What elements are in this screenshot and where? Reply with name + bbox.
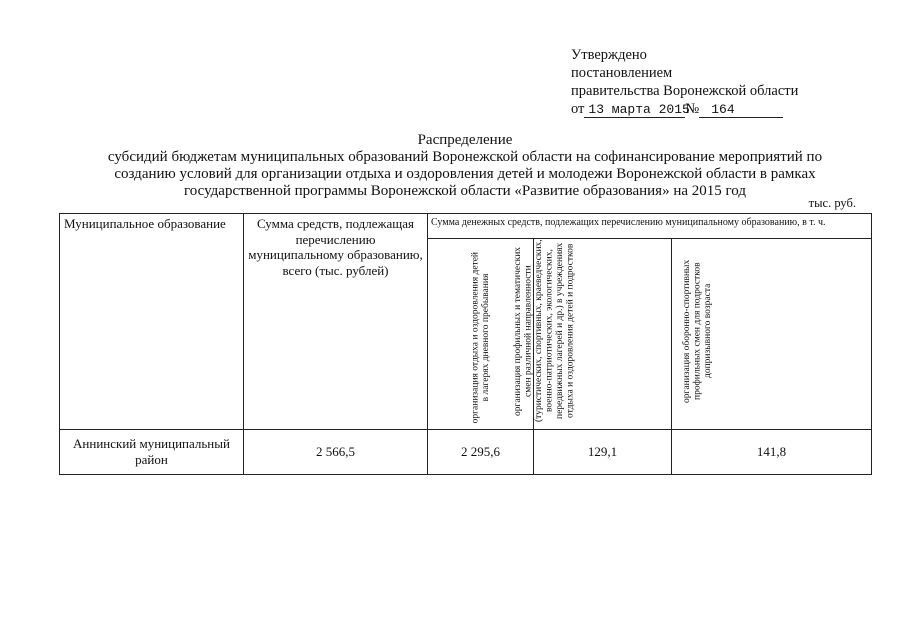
approval-date-value: 13 марта 2015 <box>584 103 685 118</box>
header-municipality: Муниципальное образование <box>60 214 244 430</box>
title-line-1: субсидий бюджетам муниципальных образований Воронежской области на софинансирование мероприятий по <box>107 149 823 165</box>
table-header-row <box>60 214 872 239</box>
cell-day-camps: 2 295,6 <box>428 430 534 475</box>
approval-date-line <box>571 100 798 118</box>
approval-line-government: правительства Воронежской области <box>571 83 799 99</box>
cell-municipality: Аннинский муниципальный район <box>60 430 244 475</box>
document-title <box>60 132 870 200</box>
cell-total: 2 566,5 <box>244 430 428 475</box>
header-total: Сумма средств, подлежащая перечислению муниципальному образованию, всего (тыс. рублей) <box>244 214 428 430</box>
subheader-day-camps-text: организация отдыха и оздоровления детей в лагерях дневного пребывания <box>470 251 491 423</box>
approval-number-value: 164 <box>699 103 783 118</box>
subheader-profile-shifts-text: организация профильных и тематических смен различной направленности (туристических, спортивных, краеведческих, военно-патриотических, экологических, передвижных лагерей и др.) в учреждениях отдыха и оздоровления детей и подростков <box>512 239 575 423</box>
subheader-defense-sport-shifts-text: организация оборонно-спортивных профильных смен для подростков допризывного возраста <box>681 259 713 403</box>
header-group: Сумма денежных средств, подлежащих перечислению муниципальному образованию, в т. ч. <box>428 214 872 239</box>
title-line-2: созданию условий для организации отдыха и оздоровления детей и молодежи Воронежской области в рамках <box>114 166 816 182</box>
title-line-3: государственной программы Воронежской области «Развитие образования» на 2015 год <box>183 183 746 199</box>
table-row <box>60 430 872 475</box>
distribution-table <box>59 213 872 475</box>
units-label: тыс. руб. <box>808 196 856 210</box>
cell-profile-shifts: 129,1 <box>534 430 672 475</box>
approval-stamp <box>571 46 798 118</box>
approval-number-label: № <box>685 101 700 117</box>
approval-line-approved: Утверждено <box>571 47 647 63</box>
subheader-defense-sport-shifts <box>672 239 872 430</box>
title-heading: Распределение <box>417 132 513 148</box>
cell-defense-sport-shifts: 141,8 <box>672 430 872 475</box>
approval-line-decree: постановлением <box>571 65 673 81</box>
subheader-profile-shifts <box>512 239 672 430</box>
approval-from-label: от <box>571 101 585 117</box>
